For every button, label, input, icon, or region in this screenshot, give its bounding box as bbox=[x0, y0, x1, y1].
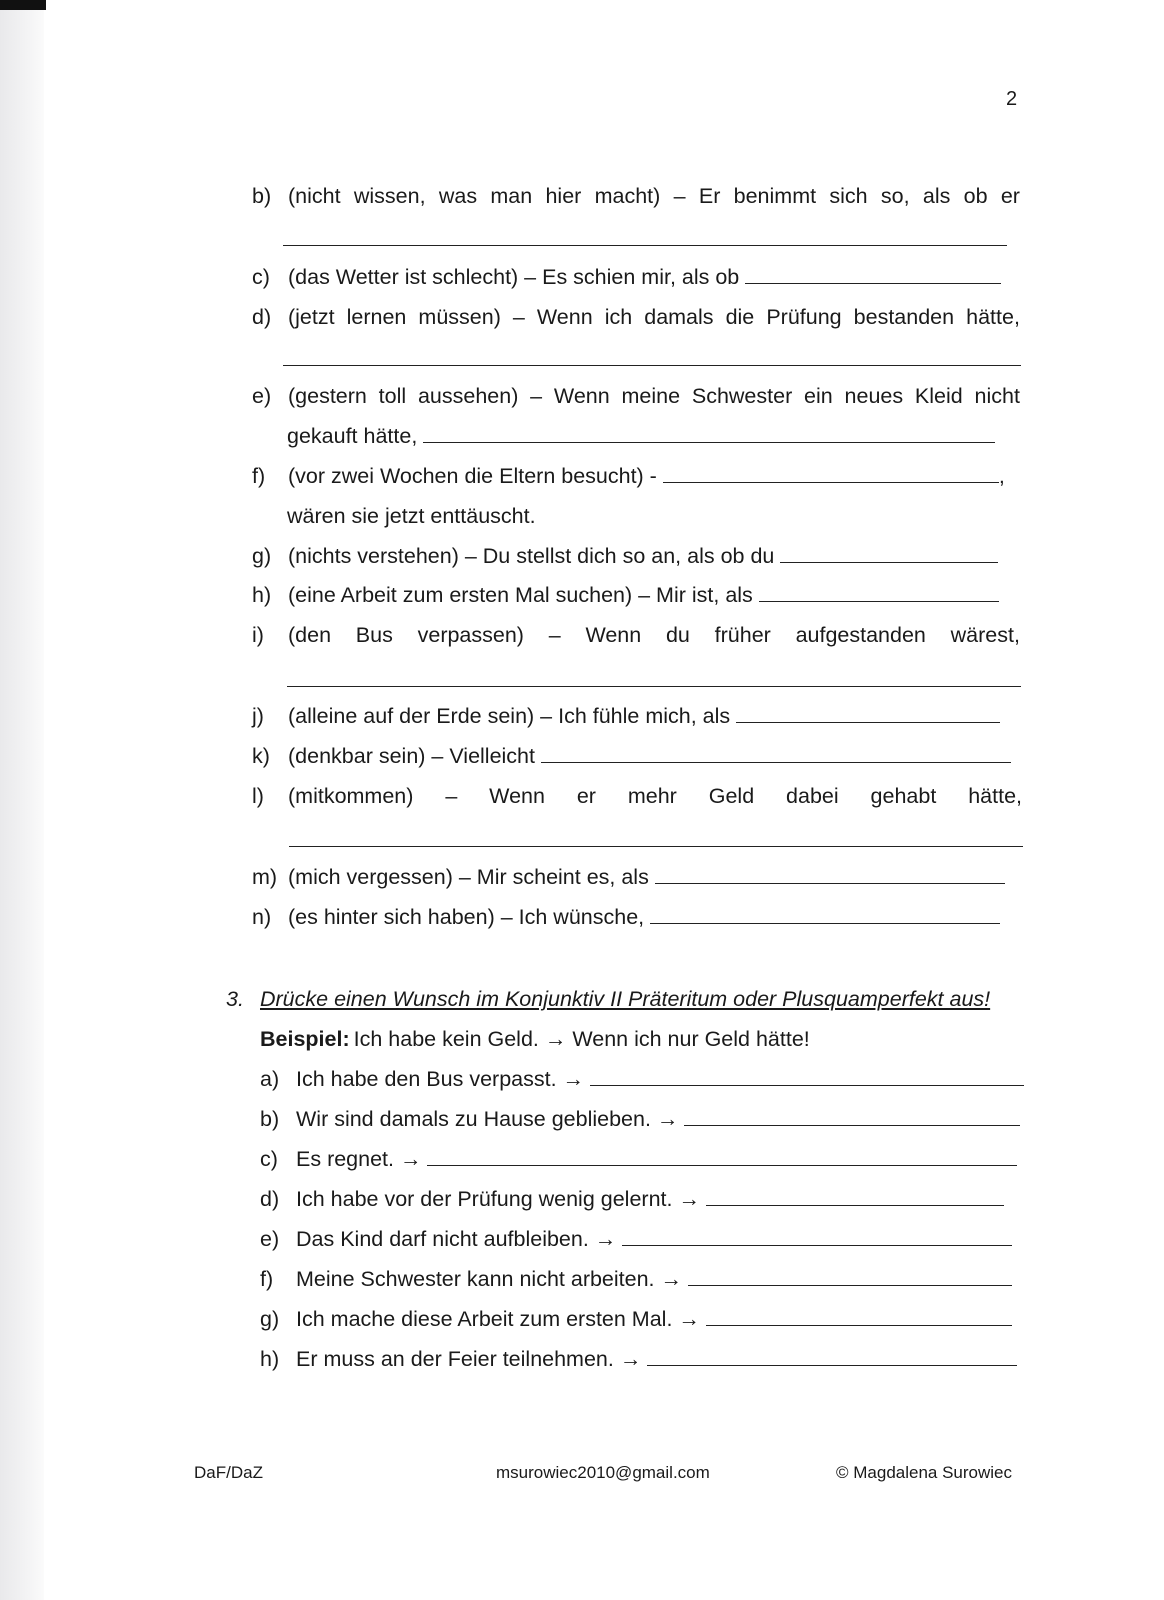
item-word: Bus bbox=[355, 623, 393, 647]
item-word: macht) bbox=[594, 184, 661, 208]
exercise3-item-g bbox=[260, 1304, 1012, 1334]
item-word: Wenn bbox=[585, 623, 642, 647]
item-text: (es hinter sich haben) – Ich wünsche, bbox=[288, 905, 645, 929]
answer-line-e[interactable] bbox=[423, 424, 995, 443]
item-label: b) bbox=[252, 184, 272, 208]
item-label: f) bbox=[252, 464, 266, 488]
item-text bbox=[288, 302, 1020, 332]
item-text: Wir sind damals zu Hause geblieben. → bbox=[296, 1107, 679, 1131]
item-label: d) bbox=[260, 1187, 280, 1211]
scan-corner-mark bbox=[0, 0, 46, 10]
item-word: früher bbox=[714, 623, 771, 647]
item-word: Er bbox=[698, 184, 721, 208]
exercise3-item-b bbox=[260, 1104, 1020, 1134]
answer-line-m[interactable] bbox=[655, 865, 1005, 884]
exercise3-example bbox=[260, 1024, 810, 1054]
item-word: Wenn bbox=[536, 305, 593, 329]
answer-line-b[interactable] bbox=[283, 245, 1007, 246]
item-word: er bbox=[1000, 184, 1020, 208]
item-text: Das Kind darf nicht aufbleiben. → bbox=[296, 1227, 617, 1251]
item-continuation: wären sie jetzt enttäuscht. bbox=[287, 504, 536, 528]
item-word: aussehen) bbox=[417, 384, 519, 408]
item-trailing-comma: , bbox=[998, 464, 1005, 488]
item-word: die bbox=[725, 305, 755, 329]
item-word: Schwester bbox=[691, 384, 793, 408]
answer-line-f[interactable] bbox=[663, 464, 999, 483]
item-word: Wenn bbox=[553, 384, 610, 408]
answer-line-3g[interactable] bbox=[706, 1307, 1012, 1326]
item-text bbox=[288, 381, 1020, 411]
item-word: Wenn bbox=[489, 784, 545, 808]
item-word: – bbox=[548, 623, 561, 647]
item-word: – bbox=[673, 184, 686, 208]
item-continuation: gekauft hätte, bbox=[287, 424, 418, 448]
item-word: – bbox=[445, 784, 458, 808]
item-label: h) bbox=[252, 583, 272, 607]
item-word: hätte, bbox=[966, 305, 1020, 329]
item-label: f) bbox=[260, 1267, 274, 1291]
item-word: du bbox=[665, 623, 690, 647]
item-word: wissen, bbox=[353, 184, 426, 208]
exercise2-item-d bbox=[252, 302, 1020, 332]
exercise3-heading: Drücke einen Wunsch im Konjunktiv II Präteritum oder Plusquamperfekt aus! bbox=[260, 987, 991, 1011]
item-word: aufgestanden bbox=[795, 623, 926, 647]
item-word: hätte, bbox=[968, 784, 1022, 808]
item-word: ob bbox=[963, 184, 988, 208]
exercise3-title bbox=[226, 984, 990, 1014]
item-word: benimmt bbox=[733, 184, 817, 208]
answer-line-3c[interactable] bbox=[427, 1147, 1017, 1166]
item-word: Prüfung bbox=[766, 305, 842, 329]
item-label: m) bbox=[252, 865, 278, 889]
item-label: e) bbox=[260, 1227, 280, 1251]
item-word: Kleid bbox=[914, 384, 963, 408]
item-label: c) bbox=[260, 1147, 278, 1171]
item-label: g) bbox=[260, 1307, 280, 1331]
page-number: 2 bbox=[1006, 88, 1018, 110]
item-label: h) bbox=[260, 1347, 280, 1371]
item-word: Geld bbox=[708, 784, 755, 808]
item-word: als bbox=[922, 184, 951, 208]
answer-line-l[interactable] bbox=[289, 846, 1023, 847]
example-label: Beispiel: bbox=[260, 1027, 350, 1051]
item-text: (eine Arbeit zum ersten Mal suchen) – Mir ist, als bbox=[288, 583, 753, 607]
exercise2-item-i bbox=[252, 620, 1020, 650]
item-word: lernen bbox=[346, 305, 407, 329]
exercise2-item-e bbox=[252, 381, 1020, 411]
item-word: ich bbox=[604, 305, 633, 329]
answer-line-3e[interactable] bbox=[622, 1227, 1012, 1246]
exercise3-item-d bbox=[260, 1184, 1004, 1214]
item-word: (jetzt bbox=[288, 305, 335, 329]
item-word: müssen) bbox=[418, 305, 501, 329]
item-text bbox=[288, 781, 1022, 811]
answer-line-d[interactable] bbox=[283, 365, 1021, 366]
item-word: (mitkommen) bbox=[288, 784, 414, 808]
item-text: Ich habe den Bus verpasst. → bbox=[296, 1067, 585, 1091]
item-word: (gestern bbox=[288, 384, 367, 408]
exercise2-item-n bbox=[252, 902, 1000, 932]
exercise3-item-f bbox=[260, 1264, 1012, 1294]
item-label: j) bbox=[252, 704, 264, 728]
exercise2-item-f bbox=[252, 461, 1005, 491]
answer-line-c[interactable] bbox=[745, 265, 1001, 284]
answer-line-k[interactable] bbox=[541, 744, 1011, 763]
exercise2-item-e-continuation bbox=[287, 421, 995, 451]
exercise2-item-k bbox=[252, 741, 1011, 771]
answer-line-n[interactable] bbox=[650, 905, 1000, 924]
item-label: n) bbox=[252, 905, 272, 929]
item-label: k) bbox=[252, 744, 270, 768]
exercise3-item-e bbox=[260, 1224, 1012, 1254]
item-label: d) bbox=[252, 305, 272, 329]
answer-line-3f[interactable] bbox=[688, 1267, 1012, 1286]
item-word: – bbox=[530, 384, 543, 408]
item-text: (das Wetter ist schlecht) – Es schien mir, als ob bbox=[288, 265, 740, 289]
exercise2-item-b bbox=[252, 181, 1020, 211]
item-label: a) bbox=[260, 1067, 280, 1091]
exercise2-item-l bbox=[252, 781, 1022, 811]
exercise2-item-h bbox=[252, 580, 999, 610]
exercise3-number: 3. bbox=[226, 987, 244, 1011]
item-word: (nicht bbox=[288, 184, 341, 208]
item-word: so, bbox=[880, 184, 910, 208]
item-word: man bbox=[490, 184, 533, 208]
exercise2-item-g bbox=[252, 541, 998, 571]
answer-line-h[interactable] bbox=[759, 583, 999, 602]
item-word: ein bbox=[804, 384, 833, 408]
exercise2-item-m bbox=[252, 862, 1005, 892]
item-word: bestanden bbox=[853, 305, 955, 329]
item-text: (mich vergessen) – Mir scheint es, als bbox=[288, 865, 649, 889]
item-word: hier bbox=[545, 184, 582, 208]
item-label: i) bbox=[252, 623, 264, 647]
item-text: (nichts verstehen) – Du stellst dich so an, als ob du bbox=[288, 544, 775, 568]
scan-edge bbox=[0, 0, 44, 1600]
item-word: was bbox=[438, 184, 478, 208]
answer-line-3b[interactable] bbox=[684, 1107, 1020, 1126]
item-word: meine bbox=[621, 384, 681, 408]
answer-line-3a[interactable] bbox=[590, 1067, 1024, 1086]
exercise2-item-j bbox=[252, 701, 1000, 731]
item-label: g) bbox=[252, 544, 272, 568]
item-word: neues bbox=[844, 384, 904, 408]
answer-line-j[interactable] bbox=[736, 704, 1000, 723]
exercise3-item-c bbox=[260, 1144, 1017, 1174]
answer-line-3d[interactable] bbox=[706, 1187, 1004, 1206]
item-word: gehabt bbox=[870, 784, 937, 808]
item-word: wärest, bbox=[950, 623, 1020, 647]
item-word: – bbox=[512, 305, 525, 329]
item-word: nicht bbox=[974, 384, 1020, 408]
item-text: Ich mache diese Arbeit zum ersten Mal. → bbox=[296, 1307, 700, 1331]
item-label: l) bbox=[252, 784, 264, 808]
item-text: Meine Schwester kann nicht arbeiten. → bbox=[296, 1267, 683, 1291]
item-word: dabei bbox=[786, 784, 839, 808]
example-text: Ich habe kein Geld. → Wenn ich nur Geld hätte! bbox=[353, 1027, 810, 1051]
item-text: Er muss an der Feier teilnehmen. → bbox=[296, 1347, 642, 1371]
item-text bbox=[288, 620, 1020, 650]
exercise3-item-h bbox=[260, 1344, 1017, 1374]
footer-copyright: © Magdalena Surowiec bbox=[836, 1463, 1013, 1482]
item-label: c) bbox=[252, 265, 270, 289]
answer-line-3h[interactable] bbox=[647, 1347, 1017, 1366]
item-text bbox=[288, 181, 1020, 211]
item-text: (vor zwei Wochen die Eltern besucht) - bbox=[288, 464, 657, 488]
footer-left: DaF/DaZ bbox=[194, 1463, 263, 1482]
item-word: verpassen) bbox=[417, 623, 524, 647]
item-word: mehr bbox=[627, 784, 677, 808]
item-text: Es regnet. → bbox=[296, 1147, 422, 1171]
item-text: (denkbar sein) – Vielleicht bbox=[288, 744, 535, 768]
exercise2-item-f-continuation bbox=[287, 501, 536, 531]
item-word: toll bbox=[378, 384, 407, 408]
item-word: sich bbox=[829, 184, 868, 208]
item-label: e) bbox=[252, 384, 272, 408]
footer-email: msurowiec2010@gmail.com bbox=[496, 1463, 710, 1482]
item-word: er bbox=[576, 784, 596, 808]
item-word: (den bbox=[288, 623, 332, 647]
item-word: damals bbox=[644, 305, 714, 329]
exercise2-item-c bbox=[252, 262, 1001, 292]
exercise3-item-a bbox=[260, 1064, 1024, 1094]
answer-line-g[interactable] bbox=[780, 544, 998, 563]
item-text: Ich habe vor der Prüfung wenig gelernt. → bbox=[296, 1187, 700, 1211]
answer-line-i[interactable] bbox=[287, 686, 1021, 687]
item-text: (alleine auf der Erde sein) – Ich fühle mich, als bbox=[288, 704, 731, 728]
item-label: b) bbox=[260, 1107, 280, 1131]
